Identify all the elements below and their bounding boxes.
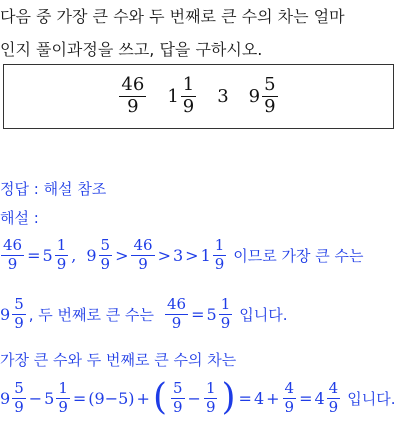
answer-label: 정답 : 해설 참조 bbox=[0, 180, 107, 198]
explanation-line-1: $\frac{46}{9}$ = 5 $\frac{1}{9}$ , 9 $\frac{5}{9}$ > $\frac{46}{9}$ > 3 > 1 $\frac{1}{9}$ 이므로 가장 큰 수는 bbox=[3, 236, 364, 273]
explanation-line-2: 9 $\frac{5}{9}$ , 두 번째로 큰 수는 $\frac{46}{9}$ = 5 $\frac{1}{9}$ 입니다. bbox=[0, 295, 288, 332]
explanation-label: 해설 : bbox=[0, 209, 39, 227]
question-line-2: 인지 풀이과정을 쓰고, 답을 구하시오. bbox=[0, 40, 263, 59]
fraction-46-9: $\frac{46}{9}$ bbox=[121, 74, 145, 117]
number-3: 3 bbox=[217, 86, 229, 107]
explanation-line-4: 9 $\frac{5}{9}$ − 5 $\frac{1}{9}$ = (9−5) + ( $\frac{5}{9}$ − $\frac{1}{9}$ ) = 4 + $\frac{4}{9}$ = 4 $\frac{4}{9}$ 입니다. bbox=[0, 377, 396, 418]
mixed-1-1-9: 1 $\frac{1}{9}$ bbox=[167, 74, 195, 117]
mixed-9-5-9: 9 $\frac{5}{9}$ bbox=[248, 74, 276, 117]
numbers-box bbox=[3, 64, 394, 129]
question-line-1: 다음 중 가장 큰 수와 두 번째로 큰 수의 차는 얼마 bbox=[0, 7, 345, 26]
explanation-line-3: 가장 큰 수와 두 번째로 큰 수의 차는 bbox=[0, 351, 237, 369]
